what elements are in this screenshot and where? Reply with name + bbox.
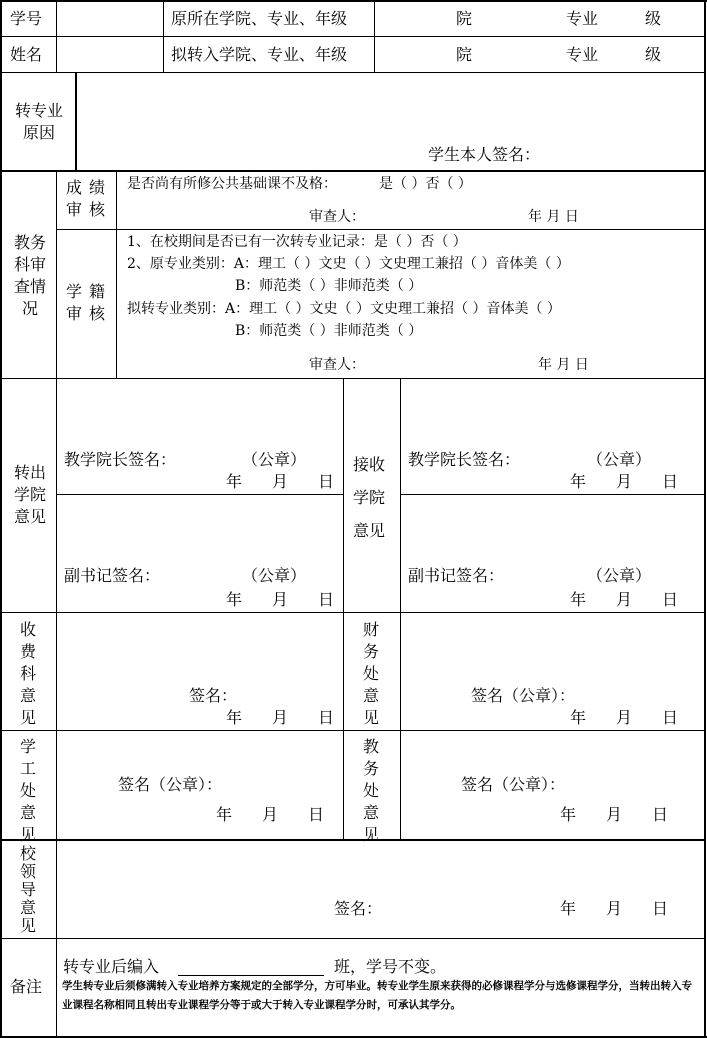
in-dean-month: 月 xyxy=(616,472,633,491)
out-deputy-month: 月 xyxy=(272,590,289,609)
original-college: 院 xyxy=(456,9,473,28)
grades-question: 是否尚有所修公共基础课不及格： xyxy=(127,176,337,192)
fees-year: 年 xyxy=(226,708,243,727)
finance-day: 日 xyxy=(662,708,679,727)
out-deputy-day: 日 xyxy=(318,590,335,609)
in-deputy-month: 月 xyxy=(616,590,633,609)
leaders-day: 日 xyxy=(652,899,669,918)
in-deputy-year: 年 xyxy=(570,590,587,609)
status-line-1: 1、在校期间是否已有一次转专业记录：是（ ）否（ ） xyxy=(127,234,467,250)
in-deputy-sign: 副书记签名： xyxy=(408,566,505,585)
fees-day: 日 xyxy=(318,708,335,727)
status-line-4: 拟转专业类别：A：理工（ ）文史（ ）文史理工兼招（ ）音体美（ ） xyxy=(127,301,561,317)
student-affairs-sign-seal: 签名（公章）： xyxy=(118,775,223,794)
status-line-5: B：师范类（ ）非师范类（ ） xyxy=(235,323,423,339)
academic-affairs-year: 年 xyxy=(560,805,577,824)
leaders-month: 月 xyxy=(606,899,623,918)
class-blank-underline[interactable] xyxy=(178,975,324,976)
student-affairs-label: 学工处意见 xyxy=(19,737,36,844)
grades-reviewer: 审查人： xyxy=(309,209,365,225)
out-dean-seal: （公章） xyxy=(242,450,307,469)
original-major: 专业 xyxy=(566,9,599,28)
fees-sign: 签名： xyxy=(189,686,238,705)
target-major: 专业 xyxy=(566,45,599,64)
out-dean-day: 日 xyxy=(318,472,335,491)
in-college-label: 接收学院意见 xyxy=(352,455,385,540)
leaders-label: 校领导意见 xyxy=(19,844,36,935)
out-dean-sign: 教学院长签名： xyxy=(64,450,177,469)
target-grade: 级 xyxy=(645,45,662,64)
leaders-sign: 签名： xyxy=(334,899,383,918)
remarks-line-after: 班，学号不变。 xyxy=(334,957,447,976)
leaders-year: 年 xyxy=(560,899,577,918)
in-dean-sign: 教学院长签名： xyxy=(408,450,521,469)
target-college: 院 xyxy=(456,45,473,64)
out-college-label: 转出学院意见 xyxy=(13,463,46,526)
out-deputy-year: 年 xyxy=(226,590,243,609)
status-line-2: 2、原专业类别：A：理工（ ）文史（ ）文史理工兼招（ ）音体美（ ） xyxy=(127,256,570,272)
in-dean-day: 日 xyxy=(662,472,679,491)
remarks-note: 学生转专业后须修满转入专业培养方案规定的全部学分，方可毕业。转专业学生原来获得的必修课程学分与选修课程学分，当转出转入专业课程名称相同且转出专业课程学分等于或大于转入专业课程学分时，可承认其学分。 xyxy=(62,980,692,1011)
student-affairs-year: 年 xyxy=(216,805,233,824)
academic-affairs-month: 月 xyxy=(606,805,623,824)
original-info-label: 原所在学院、专业、年级 xyxy=(171,9,348,28)
in-dean-seal: （公章） xyxy=(587,450,652,469)
grades-date: 年 月 日 xyxy=(528,209,579,225)
status-reviewer: 审查人： xyxy=(309,357,365,373)
status-date: 年 月 日 xyxy=(538,357,589,373)
status-review-label: 学 籍 审 核 xyxy=(65,282,107,323)
out-deputy-sign: 副书记签名： xyxy=(64,566,161,585)
original-grade: 级 xyxy=(645,9,662,28)
finance-sign-seal: 签名（公章）： xyxy=(471,686,576,705)
status-line-3: B：师范类（ ）非师范类（ ） xyxy=(235,278,423,294)
name-label: 姓名 xyxy=(10,45,43,64)
academic-affairs-label: 教务处意见 xyxy=(362,737,379,844)
reason-label: 转专业原因 xyxy=(14,101,63,142)
finance-label: 财务处意见 xyxy=(362,620,379,727)
student-affairs-month: 月 xyxy=(262,805,279,824)
out-dean-month: 月 xyxy=(272,472,289,491)
out-dean-year: 年 xyxy=(226,472,243,491)
fees-label: 收费科意见 xyxy=(19,620,36,727)
academic-review-label: 教务科审查情况 xyxy=(13,233,46,318)
fees-month: 月 xyxy=(272,708,289,727)
grades-options: 是（ ）否（ ） xyxy=(379,176,472,192)
student-id-label: 学号 xyxy=(10,9,43,28)
student-affairs-day: 日 xyxy=(308,805,325,824)
academic-affairs-day: 日 xyxy=(652,805,669,824)
finance-month: 月 xyxy=(616,708,633,727)
remarks-label: 备注 xyxy=(10,977,43,996)
grades-review-label: 成 绩 审 核 xyxy=(65,178,107,219)
in-dean-year: 年 xyxy=(570,472,587,491)
student-signature: 学生本人签名： xyxy=(428,145,541,164)
academic-affairs-sign-seal: 签名（公章）： xyxy=(461,775,566,794)
out-deputy-seal: （公章） xyxy=(242,566,307,585)
finance-year: 年 xyxy=(570,708,587,727)
target-info-label: 拟转入学院、专业、年级 xyxy=(171,45,348,64)
remarks-line-before: 转专业后编入 xyxy=(63,957,160,976)
in-deputy-seal: （公章） xyxy=(587,566,652,585)
in-deputy-day: 日 xyxy=(662,590,679,609)
